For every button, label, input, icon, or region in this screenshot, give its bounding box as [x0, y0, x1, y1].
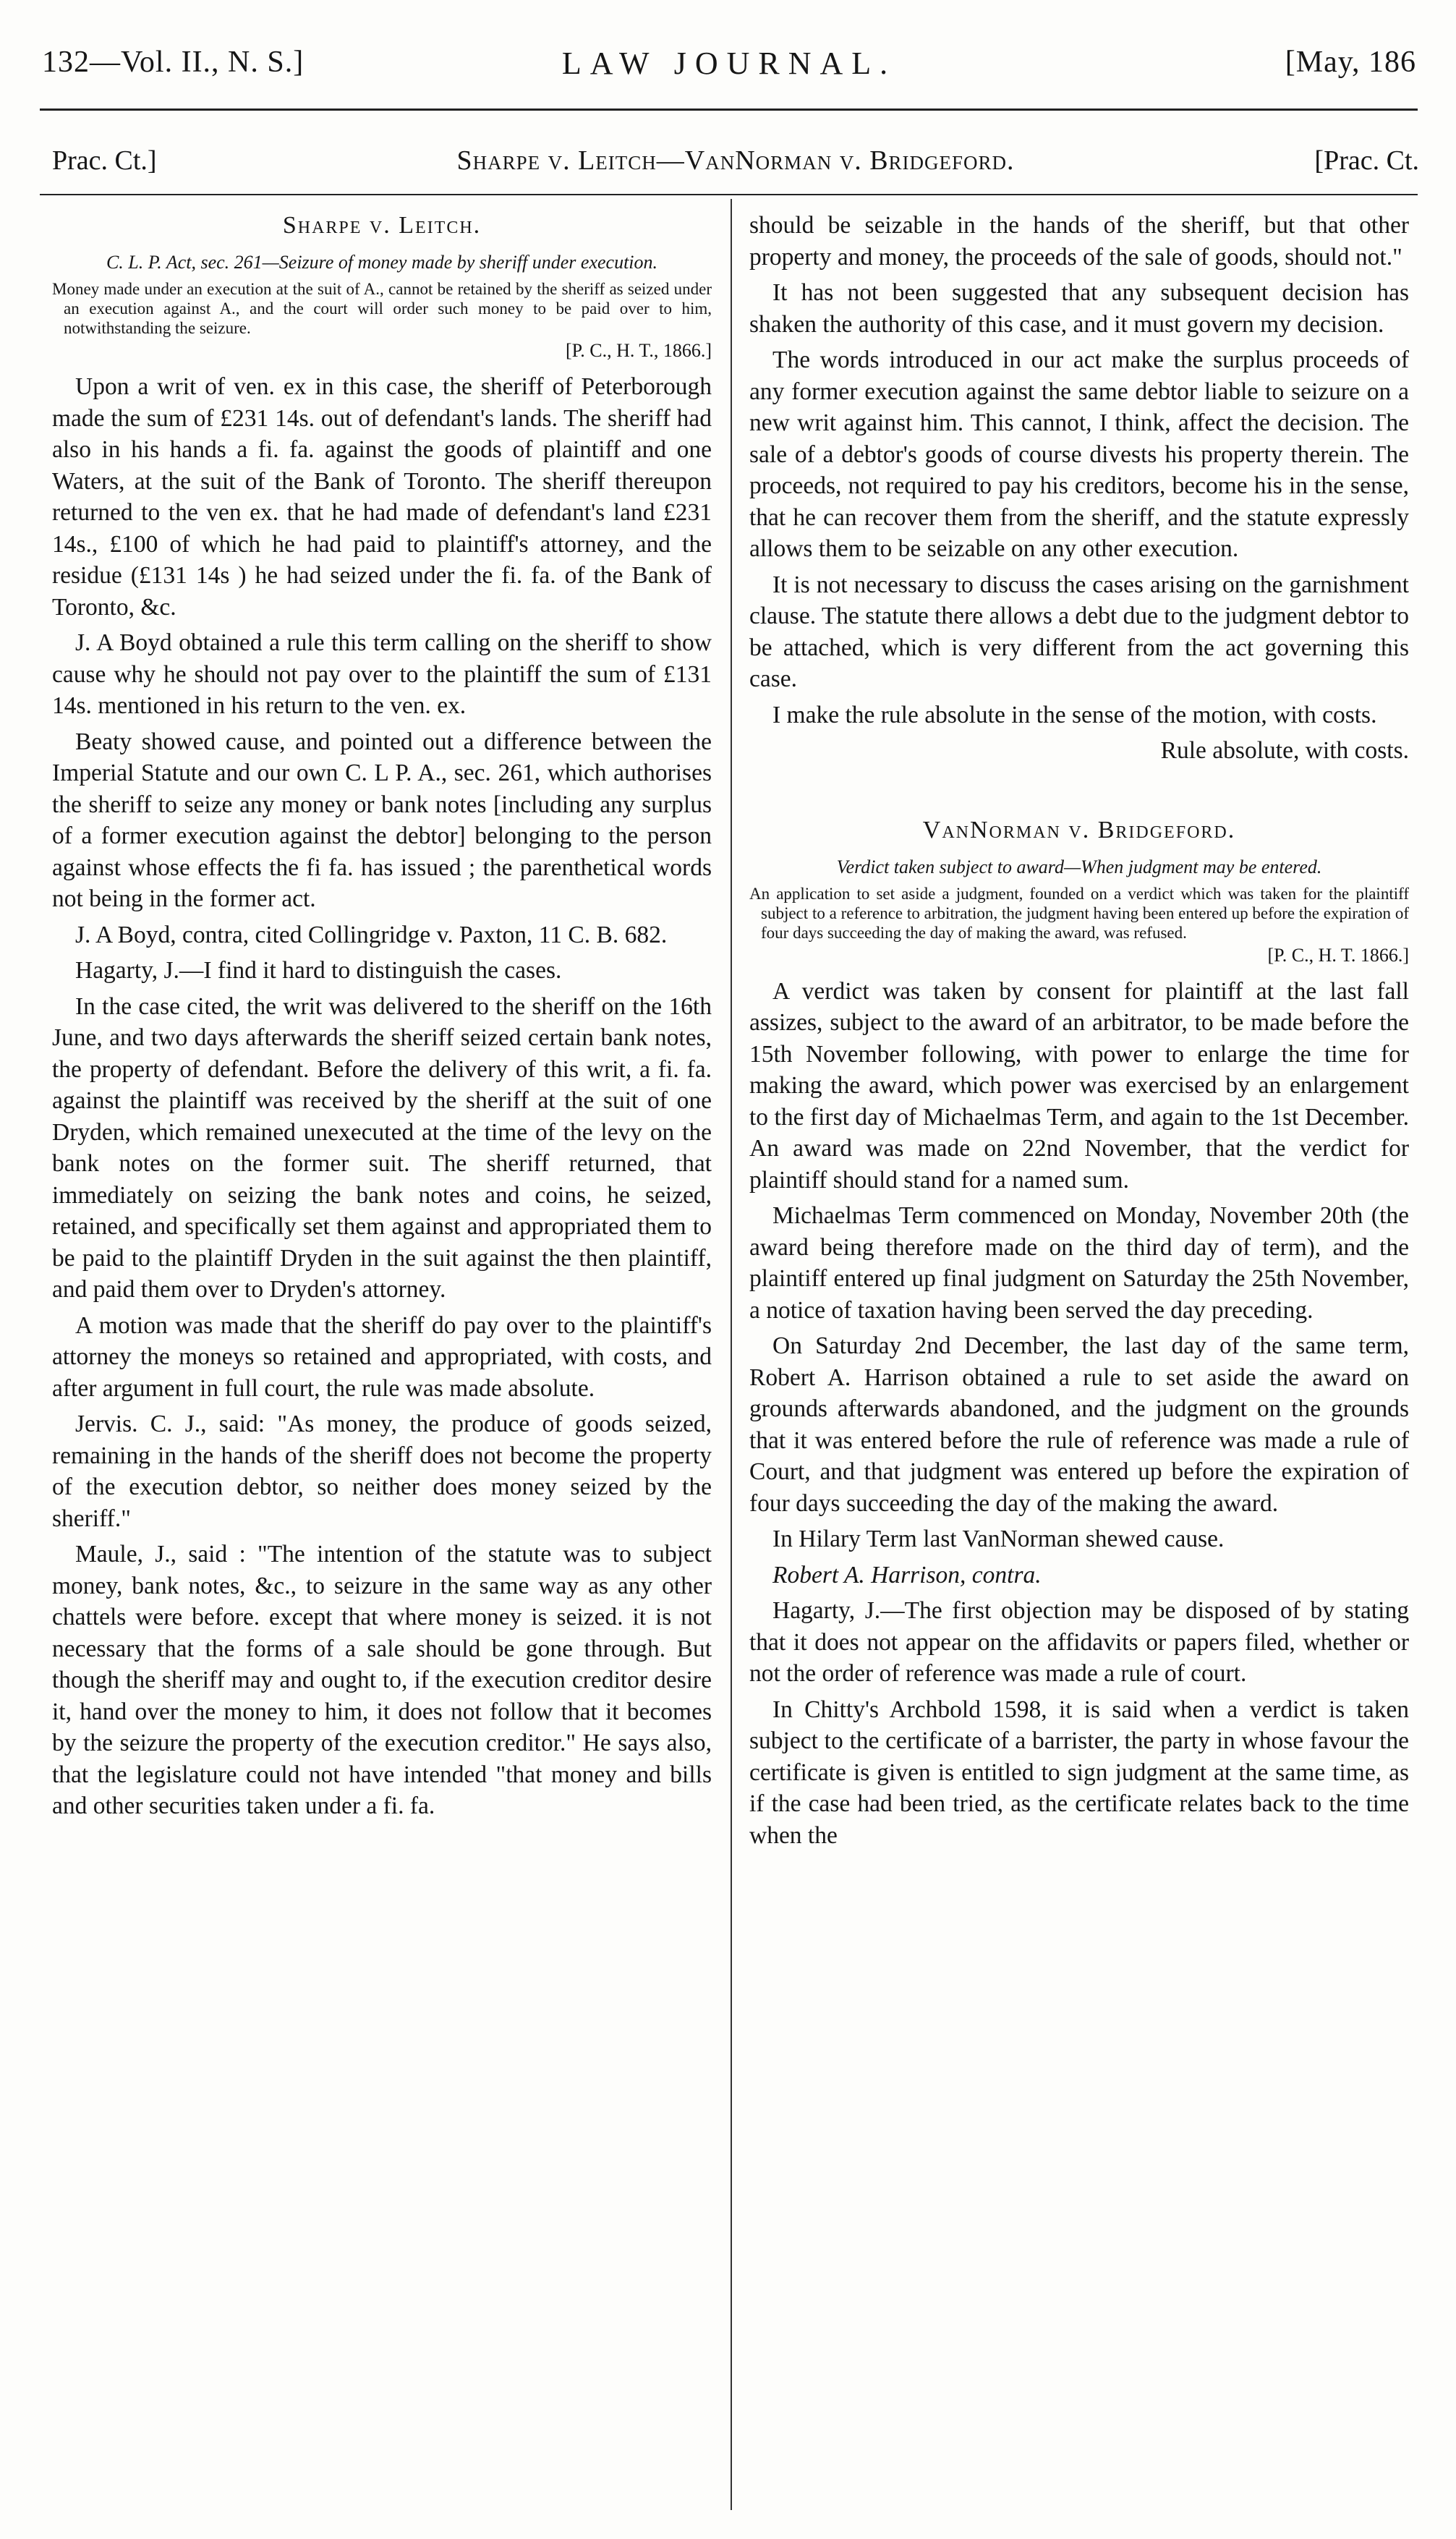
paragraph: Robert A. Harrison, contra. [772, 1561, 1042, 1589]
paragraph: A motion was made that the sheriff do pay over to the plaintiff's attorney the moneys so retained and appropriated, with costs, and after argument in full court, the rule was made absolute. [52, 1311, 712, 1402]
case-separator [749, 771, 1409, 815]
paragraph: Upon a writ of ven. ex in this case, the sheriff of Peterborough made the sum of £231 14s. out of defendant's lands. The sheriff had also in his hands a fi. fa. against the goods of plaintiff and one Waters, at the suit of the Bank of Toronto. The sheriff thereupon returned to the ven ex. that he had made of defendant's land £231 14s., £100 of which he had paid to plaintiff's attorney, and the residue (£131 14s ) he had seized under the fi. fa. of the Bank of Toronto, &c. [52, 373, 712, 621]
paragraph: Hagarty, J.—The first objection may be disposed of by stating that it does not appear on the affidavits or papers filed, whether or not the order of reference was made a rule of court. [749, 1597, 1409, 1687]
volume-label: 132—Vol. II., N. S.] [42, 46, 305, 79]
right-column [749, 210, 1409, 1855]
paragraph: In the case cited, the writ was delivered to the sheriff on the 16th June, and two days afterwards the sheriff seized certain bank notes, the property of defendant. Before the delivery of this writ, a fi. fa. against the plaintiff was received by the sheriff at the suit of one Dryden, which remained unexecuted at the time of the levy on the bank notes on the former suit. The sheriff returned, that immediately on seizing the bank notes and coins, he seized, retained, and specifically set them against and appropriated them to be paid to the plaintiff Dryden in the suit against the then plaintiff, and paid them over to Dryden's attorney. [52, 992, 712, 1303]
column-divider [731, 199, 732, 2510]
paragraph: In Chitty's Archbold 1598, it is said when a verdict is taken subject to the certificate of a barrister, the party in whose favour the certificate is given is entitled to sign judgment at the same time, as if the case had been tried, as the certificate relates back to the time when the [749, 1696, 1409, 1849]
paragraph: It has not been suggested that any subsequent decision has shaken the authority of this case, and it must govern my decision. [749, 279, 1409, 338]
paragraph: I make the rule absolute in the sense of the motion, with costs. [772, 701, 1377, 728]
case-citation-sharpe: [P. C., H. T., 1866.] [566, 340, 712, 361]
case-citation-vannorman: [P. C., H. T. 1866.] [1267, 944, 1409, 966]
case-summary-vannorman: An application to set aside a judgment, founded on a verdict which was taken for the plaintiff subject to a reference to arbitration, the judgment having been entered up before the expiration of four days succeeding the day of making the award, was refused. [749, 884, 1409, 942]
subheader-rule [40, 194, 1418, 195]
paragraph: It is not necessary to discuss the cases arising on the garnishment clause. The statute there allows a debt due to the judgment debtor to be attached, which is very different from the act governing this case. [749, 571, 1409, 692]
case-headnote-sharpe: C. L. P. Act, sec. 261—Seizure of money made by sheriff under execution. [106, 252, 658, 273]
section-case-names: Sharpe v. Leitch—VanNorman v. Bridgeford. [456, 145, 1015, 176]
paragraph: Beaty showed cause, and pointed out a difference between the Imperial Statute and our own C. L P. A., sec. 261, which authorises the sheriff to seize any money or bank notes [including any surplus of a former execution against the debtor] belonging to the person against whose effects the fi fa. has issued ; the parenthetical words not being in the former act. [52, 728, 712, 912]
case-title-vannorman: VanNorman v. Bridgeford. [922, 816, 1236, 843]
paragraph: should be seizable in the hands of the sheriff, but that other property and money, the proceeds of the sale of goods, should not." [749, 212, 1409, 271]
paragraph: In Hilary Term last VanNorman shewed cause. [772, 1526, 1225, 1552]
paragraph: Jervis. C. J., said: "As money, the produce of goods seized, remaining in the hands of the sheriff does not become the property of the execution debtor, so neither does money seized by the sheriff." [52, 1411, 712, 1532]
case-summary-sharpe: Money made under an execution at the suit of A., cannot be retained by the sheriff as seized under an execution against A., and the court will order such money to be paid over to him, notwithstanding the seizure. [52, 280, 712, 337]
case-title-sharpe: Sharpe v. Leitch. [282, 212, 482, 239]
paragraph: Hagarty, J.—I find it hard to distinguish the cases. [75, 957, 562, 984]
paragraph: Maule, J., said : "The intention of the statute was to subject money, bank notes, &c., to seizure in the same way as any other chattels were before. except that where money is seized. it is not necessary that the forms of a sale should be gone through. But though the sheriff may and ought to, if the execution creditor desire it, hand over the money to him, it does not follow that it becomes by the seizure the property of the execution creditor." He says also, that the legislature could not have intended "that money and bills and other securities taken under a fi. fa. [52, 1541, 712, 1819]
issue-date: [May, 186 [1285, 46, 1416, 79]
paragraph: The words introduced in our act make the surplus proceeds of any former execution against the same debtor liable to seizure on a new writ against him. This cannot, I think, affect the decision. The sale of a debtor's goods of course divests his property therein. The proceeds, not required to pay his creditors, become his in the sense, that he can recover them from the sheriff, and the statute expressly allows them to be seizable on any other execution. [749, 346, 1409, 562]
case-headnote-vannorman: Verdict taken subject to award—When judgment may be entered. [836, 856, 1322, 877]
section-label-left: Prac. Ct.] [52, 145, 157, 176]
paragraph: A verdict was taken by consent for plaintiff at the last fall assizes, subject to the award of an arbitrator, to be made before the 15th November following, with power to enlarge the time for making the award, which power was exercised by an enlargement to the first day of Michaelmas Term, and again to the 1st December. An award was made on 22nd November, that the verdict for plaintiff should stand for a named sum. [749, 977, 1409, 1194]
header-rule [40, 109, 1418, 111]
running-header [42, 45, 1416, 88]
paragraph: J. A Boyd, contra, cited Collingridge v. Paxton, 11 C. B. 682. [75, 921, 668, 948]
section-label-right: [Prac. Ct. [1314, 145, 1419, 176]
section-header [52, 145, 1419, 185]
paragraph: Michaelmas Term commenced on Monday, November 20th (the award being therefore made on the third day of term), and the plaintiff entered up final judgment on Saturday the 25th November, a notice of taxation having been served the day preceding. [749, 1202, 1409, 1324]
left-column [52, 210, 712, 1826]
paragraph: On Saturday 2nd December, the last day of the same term, Robert A. Harrison obtained a rule to set aside the award on grounds afterwards abandoned, and the judgment on the grounds that it was entered before the rule of reference was made a rule of Court, and that judgment was entered up before the expiration of four days succeeding the day of the making the award. [749, 1332, 1409, 1517]
case-result: Rule absolute, with costs. [1160, 737, 1409, 764]
journal-title: LAW JOURNAL. [561, 46, 897, 81]
paragraph: J. A Boyd obtained a rule this term calling on the sheriff to show cause why he should not pay over to the plaintiff the sum of £131 14s. mentioned in his return to the ven. ex. [52, 629, 712, 719]
